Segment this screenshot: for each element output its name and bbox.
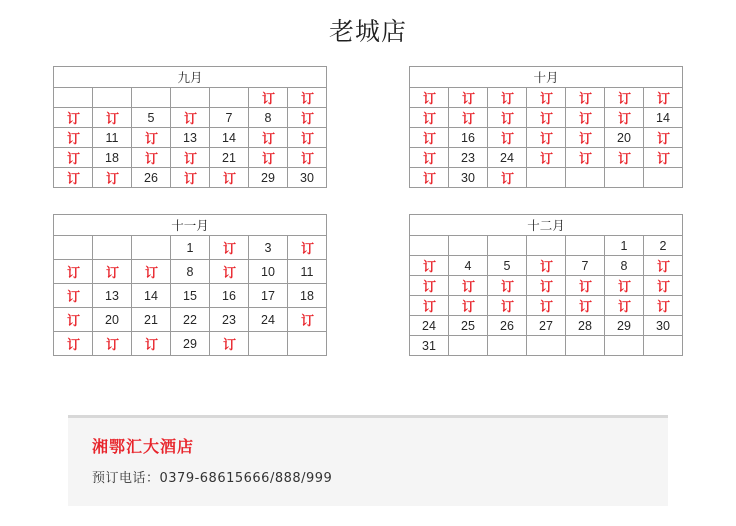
calendar-week-row	[54, 236, 327, 260]
calendar-october	[409, 66, 683, 188]
calendar-body-december	[410, 236, 683, 356]
calendar-cell-booked[interactable]: 订	[54, 128, 93, 148]
calendar-cell-day[interactable]: 14	[132, 284, 171, 308]
calendar-cell-booked[interactable]: 订	[410, 276, 449, 296]
calendar-cell-booked[interactable]: 订	[449, 296, 488, 316]
calendar-cell-day[interactable]: 13	[171, 128, 210, 148]
calendar-cell-booked[interactable]: 订	[132, 148, 171, 168]
calendar-cell-day[interactable]: 1	[605, 236, 644, 256]
hotel-name: 湘鄂汇大酒店	[92, 437, 195, 456]
calendar-week-row	[54, 108, 327, 128]
calendar-cell-empty	[644, 168, 683, 188]
calendar-week-row	[54, 148, 327, 168]
calendar-cell-day[interactable]: 31	[410, 336, 449, 356]
calendar-cell-empty	[410, 236, 449, 256]
calendar-cell-booked[interactable]: 订	[210, 260, 249, 284]
calendar-cell-empty	[210, 88, 249, 108]
calendar-cell-day[interactable]: 26	[488, 316, 527, 336]
calendar-cell-booked[interactable]: 订	[449, 88, 488, 108]
calendar-november	[53, 214, 327, 356]
calendar-cell-day[interactable]: 30	[449, 168, 488, 188]
calendar-september-wrap	[30, 66, 350, 188]
calendar-cell-day[interactable]: 11	[288, 260, 327, 284]
calendar-cell-booked[interactable]: 订	[566, 296, 605, 316]
calendar-cell-empty	[54, 236, 93, 260]
calendar-cell-booked[interactable]: 订	[249, 128, 288, 148]
calendar-grid	[0, 66, 736, 356]
calendar-cell-day[interactable]: 10	[249, 260, 288, 284]
calendar-cell-day[interactable]: 25	[449, 316, 488, 336]
month-title-september: 九月	[54, 67, 327, 88]
calendar-cell-day[interactable]: 18	[288, 284, 327, 308]
calendar-cell-empty	[93, 236, 132, 260]
page-title: 老城店	[328, 17, 407, 46]
calendar-cell-booked[interactable]: 订	[410, 296, 449, 316]
calendar-cell-empty	[527, 168, 566, 188]
calendar-cell-empty	[449, 336, 488, 356]
calendar-cell-day[interactable]: 30	[288, 168, 327, 188]
calendar-cell-empty	[171, 88, 210, 108]
calendar-cell-booked[interactable]: 订	[605, 296, 644, 316]
calendar-cell-empty	[566, 336, 605, 356]
calendar-cell-day[interactable]: 28	[566, 316, 605, 336]
calendar-cell-booked[interactable]: 订	[54, 260, 93, 284]
calendar-cell-booked[interactable]: 订	[288, 148, 327, 168]
calendar-cell-booked[interactable]: 订	[93, 332, 132, 356]
calendar-cell-booked[interactable]: 订	[449, 108, 488, 128]
calendar-week-row	[410, 88, 683, 108]
calendar-cell-booked[interactable]: 订	[644, 256, 683, 276]
calendar-week-row	[54, 332, 327, 356]
month-title-december: 十二月	[410, 215, 683, 236]
calendar-cell-booked[interactable]: 订	[288, 88, 327, 108]
calendar-cell-booked[interactable]: 订	[210, 168, 249, 188]
calendar-week-row	[54, 308, 327, 332]
calendar-cell-day[interactable]: 14	[210, 128, 249, 148]
calendar-cell-booked[interactable]: 订	[605, 88, 644, 108]
calendar-cell-empty	[527, 236, 566, 256]
calendar-cell-booked[interactable]: 订	[488, 88, 527, 108]
calendar-cell-day[interactable]: 22	[171, 308, 210, 332]
calendar-cell-day[interactable]: 20	[605, 128, 644, 148]
calendar-cell-day[interactable]: 2	[644, 236, 683, 256]
calendar-cell-booked[interactable]: 订	[566, 128, 605, 148]
calendar-cell-booked[interactable]: 订	[410, 168, 449, 188]
calendar-cell-booked[interactable]: 订	[488, 108, 527, 128]
calendar-week-row	[54, 88, 327, 108]
calendar-cell-booked[interactable]: 订	[488, 168, 527, 188]
calendar-cell-booked[interactable]: 订	[410, 148, 449, 168]
calendar-cell-day[interactable]: 15	[171, 284, 210, 308]
calendar-cell-booked[interactable]: 订	[527, 108, 566, 128]
calendar-cell-day[interactable]: 29	[249, 168, 288, 188]
calendar-cell-day[interactable]: 29	[605, 316, 644, 336]
calendar-cell-booked[interactable]: 订	[527, 88, 566, 108]
calendar-cell-day[interactable]: 24	[488, 148, 527, 168]
calendar-cell-day[interactable]: 16	[449, 128, 488, 148]
calendar-cell-day[interactable]: 21	[132, 308, 171, 332]
calendar-december-wrap	[386, 214, 706, 356]
calendar-cell-booked[interactable]: 订	[54, 308, 93, 332]
calendar-cell-day[interactable]: 29	[171, 332, 210, 356]
calendar-cell-booked[interactable]: 订	[132, 260, 171, 284]
calendar-cell-day[interactable]: 4	[449, 256, 488, 276]
calendar-cell-empty	[527, 336, 566, 356]
calendar-cell-booked[interactable]: 订	[171, 108, 210, 128]
calendar-cell-booked[interactable]: 订	[93, 260, 132, 284]
calendar-cell-empty	[488, 336, 527, 356]
calendar-cell-booked[interactable]: 订	[210, 332, 249, 356]
calendar-week-row	[410, 168, 683, 188]
calendar-cell-booked[interactable]: 订	[410, 128, 449, 148]
calendar-cell-booked[interactable]: 订	[566, 108, 605, 128]
calendar-cell-day[interactable]: 27	[527, 316, 566, 336]
calendar-cell-booked[interactable]: 订	[488, 276, 527, 296]
calendar-cell-day[interactable]: 5	[488, 256, 527, 276]
calendar-cell-day[interactable]: 23	[449, 148, 488, 168]
calendar-week-row	[410, 236, 683, 256]
hotel-phone: 预订电话：0379-68615666/888/999	[92, 471, 333, 486]
calendar-cell-day[interactable]: 7	[210, 108, 249, 128]
calendar-week-row	[54, 260, 327, 284]
calendar-cell-day[interactable]: 20	[93, 308, 132, 332]
calendar-cell-booked[interactable]: 订	[605, 148, 644, 168]
calendar-cell-booked[interactable]: 订	[410, 108, 449, 128]
calendar-cell-empty	[288, 332, 327, 356]
calendar-cell-day[interactable]: 18	[93, 148, 132, 168]
calendar-cell-booked[interactable]: 订	[210, 236, 249, 260]
calendar-september	[53, 66, 327, 188]
calendar-week-row	[410, 336, 683, 356]
calendar-cell-booked[interactable]: 订	[54, 168, 93, 188]
calendar-body-september	[54, 88, 327, 188]
calendar-cell-booked[interactable]: 订	[93, 108, 132, 128]
calendar-cell-booked[interactable]: 订	[132, 332, 171, 356]
calendar-cell-booked[interactable]: 订	[54, 148, 93, 168]
calendar-cell-empty	[488, 236, 527, 256]
calendar-november-wrap	[30, 214, 350, 356]
calendar-cell-booked[interactable]: 订	[488, 128, 527, 148]
calendar-cell-booked[interactable]: 订	[410, 88, 449, 108]
calendar-cell-booked[interactable]: 订	[605, 108, 644, 128]
footer-panel	[68, 418, 668, 506]
calendar-cell-empty	[566, 236, 605, 256]
calendar-week-row	[54, 168, 327, 188]
calendar-cell-day[interactable]: 8	[171, 260, 210, 284]
calendar-cell-booked[interactable]: 订	[644, 128, 683, 148]
calendar-cell-day[interactable]: 17	[249, 284, 288, 308]
calendar-cell-booked[interactable]: 订	[54, 284, 93, 308]
calendar-cell-empty	[449, 236, 488, 256]
calendar-cell-day[interactable]: 30	[644, 316, 683, 336]
calendar-cell-booked[interactable]: 订	[527, 148, 566, 168]
calendar-cell-empty	[605, 336, 644, 356]
calendar-cell-empty	[644, 336, 683, 356]
calendar-cell-booked[interactable]: 订	[527, 296, 566, 316]
calendar-cell-day[interactable]: 21	[210, 148, 249, 168]
calendar-cell-booked[interactable]: 订	[566, 276, 605, 296]
month-title-november: 十一月	[54, 215, 327, 236]
calendar-week-row	[410, 296, 683, 316]
calendar-body-october	[410, 88, 683, 188]
calendar-cell-booked[interactable]: 订	[54, 108, 93, 128]
calendar-cell-empty	[132, 88, 171, 108]
calendar-week-row	[54, 284, 327, 308]
calendar-cell-booked[interactable]: 订	[288, 128, 327, 148]
calendar-cell-booked[interactable]: 订	[249, 88, 288, 108]
calendar-cell-day[interactable]: 14	[644, 108, 683, 128]
calendar-cell-day[interactable]: 23	[210, 308, 249, 332]
calendar-cell-empty	[132, 236, 171, 260]
calendar-cell-day[interactable]: 26	[132, 168, 171, 188]
calendar-cell-booked[interactable]: 订	[410, 256, 449, 276]
calendar-body-november	[54, 236, 327, 356]
calendar-cell-booked[interactable]: 订	[527, 276, 566, 296]
calendar-cell-booked[interactable]: 订	[54, 332, 93, 356]
calendar-cell-booked[interactable]: 订	[93, 168, 132, 188]
calendar-cell-day[interactable]: 5	[132, 108, 171, 128]
calendar-week-row	[410, 316, 683, 336]
calendar-cell-empty	[54, 88, 93, 108]
calendar-cell-booked[interactable]: 订	[527, 128, 566, 148]
calendar-cell-booked[interactable]: 订	[288, 308, 327, 332]
calendar-cell-booked[interactable]: 订	[566, 148, 605, 168]
calendar-cell-day[interactable]: 8	[249, 108, 288, 128]
calendar-cell-empty	[249, 332, 288, 356]
calendar-week-row	[54, 128, 327, 148]
calendar-cell-booked[interactable]: 订	[132, 128, 171, 148]
calendar-week-row	[410, 148, 683, 168]
calendar-cell-booked[interactable]: 订	[249, 148, 288, 168]
calendar-cell-booked[interactable]: 订	[449, 276, 488, 296]
calendar-week-row	[410, 256, 683, 276]
calendar-cell-booked[interactable]: 订	[644, 276, 683, 296]
calendar-cell-day[interactable]: 7	[566, 256, 605, 276]
calendar-cell-day[interactable]: 11	[93, 128, 132, 148]
calendar-cell-booked[interactable]: 订	[171, 148, 210, 168]
calendar-cell-booked[interactable]: 订	[644, 88, 683, 108]
calendar-week-row	[410, 276, 683, 296]
calendar-october-wrap	[386, 66, 706, 188]
calendar-cell-booked[interactable]: 订	[288, 108, 327, 128]
calendar-cell-booked[interactable]: 订	[644, 296, 683, 316]
calendar-cell-day[interactable]: 3	[249, 236, 288, 260]
calendar-cell-empty	[605, 168, 644, 188]
calendar-cell-empty	[566, 168, 605, 188]
calendar-cell-booked[interactable]: 订	[488, 296, 527, 316]
month-title-october: 十月	[410, 67, 683, 88]
calendar-cell-booked[interactable]: 订	[644, 148, 683, 168]
calendar-cell-booked[interactable]: 订	[527, 256, 566, 276]
calendar-cell-day[interactable]: 1	[171, 236, 210, 260]
calendar-cell-empty	[93, 88, 132, 108]
calendar-week-row	[410, 108, 683, 128]
calendar-cell-booked[interactable]: 订	[171, 168, 210, 188]
calendar-cell-day[interactable]: 8	[605, 256, 644, 276]
calendar-cell-day[interactable]: 13	[93, 284, 132, 308]
calendar-cell-booked[interactable]: 订	[605, 276, 644, 296]
calendar-cell-day[interactable]: 24	[410, 316, 449, 336]
calendar-cell-booked[interactable]: 订	[288, 236, 327, 260]
calendar-cell-booked[interactable]: 订	[566, 88, 605, 108]
calendar-week-row	[410, 128, 683, 148]
calendar-december	[409, 214, 683, 356]
calendar-cell-day[interactable]: 24	[249, 308, 288, 332]
calendar-cell-day[interactable]: 16	[210, 284, 249, 308]
